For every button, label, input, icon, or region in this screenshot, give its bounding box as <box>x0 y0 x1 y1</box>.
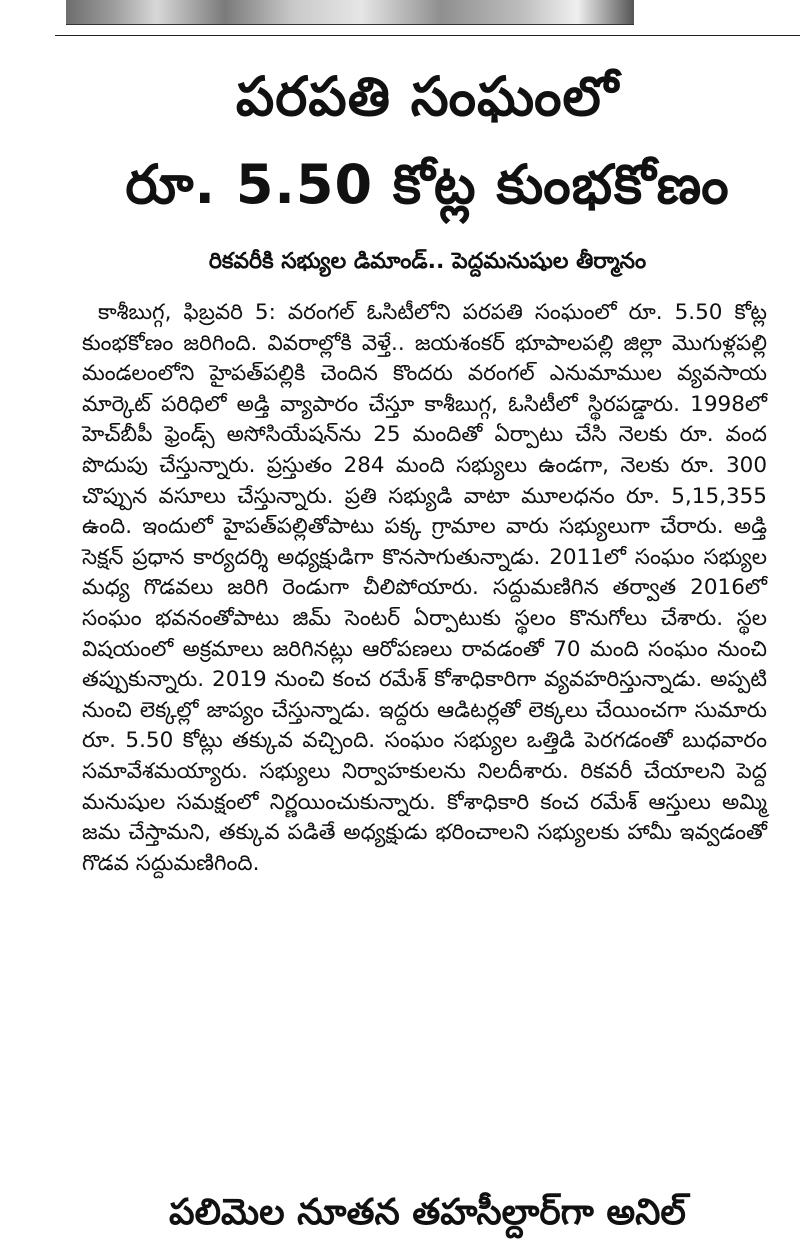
next-article-headline: పలిమెల నూతన తహసీల్దార్‌గా అనిల్ <box>169 1192 686 1233</box>
previous-article-photo <box>66 0 634 25</box>
headline-line-2: రూ. 5.50 కోట్ల కుంభకోణం <box>125 153 730 216</box>
column-divider <box>55 35 800 36</box>
article-body: కాశీబుగ్గ, ఫిబ్రవరి 5: వరంగల్ ఓసిటీలోని పరపతి సంఘంలో రూ. 5.50 కోట్ల కుంభకోణం జరిగింది. వివరాల్లోకి వెళ్తే.. జయశంకర్ భూపాలపల్లి జిల్లా మొగుళ్లపల్లి మండలంలోని హైపత్‌పల్లికి చెందిన కొందరు వరంగల్ ఎనుమాముల వ్యవసాయ మార్కెట్ పరిధిలో అడ్తి వ్యాపారం చేస్తూ కాశీబుగ్గ, ఓసిటీలో స్థిరపడ్డారు. 1998లో హెచ్‌బీపీ ఫ్రెండ్స్ అసోసియేషన్‌ను 25 మందితో ఏర్పాటు చేసి నెలకు రూ. వంద పొదుపు చేస్తున్నారు. ప్రస్తుతం 284 మంది సభ్యులు ఉండగా, నెలకు రూ. 300 చొప్పున వసూలు చేస్తున్నారు. ప్రతి సభ్యుడి వాటా మూలధనం రూ. 5,15,355 ఉంది. ఇందులో హైపత్‌పల్లితోపాటు పక్క గ్రామాల వారు సభ్యులుగా చేరారు. అడ్తి సెక్షన్ ప్రధాన కార్యదర్శి అధ్యక్షుడిగా కొనసాగుతున్నాడు. 2011లో సంఘం సభ్యుల మధ్య గొడవలు జరిగి రెండుగా చీలిపోయారు. సద్దుమణిగిన తర్వాత 2016లో సంఘం భవనంతోపాటు జిమ్ సెంటర్ ఏర్పాటుకు స్థలం కొనుగోలు చేశారు. స్థల విషయంలో అక్రమాలు జరిగినట్లు ఆరోపణలు రావడంతో 70 మంది సంఘం నుంచి తప్పుకున్నారు. 2019 నుంచి కంచ రమేశ్ కోశాధికారిగా వ్యవహరిస్తున్నాడు. అప్పటి నుంచి లెక్కల్లో జాప్యం చేస్తున్నాడు. ఇద్దరు ఆడిటర్లతో లెక్కలు చేయించగా సుమారు రూ. 5.50 కోట్లు తక్కువ వచ్చింది. సంఘం సభ్యుల ఒత్తిడి పెరగడంతో బుధవారం సమావేశమయ్యారు. సభ్యులు నిర్వాహకులను నిలదీశారు. రికవరీ చేయాలని పెద్ద మనుషుల సమక్షంలో నిర్ణయించుకున్నారు. కోశాధికారి కంచ రమేశ్ ఆస్తులు అమ్మి జమ చేస్తామని, తక్కువ పడితే అధ్యక్షుడు భరించాలని సభ్యులకు హామీ ఇవ్వడంతో గొడవ సద్దుమణిగింది. <box>82 300 767 876</box>
headline-line-1: పరపతి సంఘంలో <box>235 65 620 128</box>
subheadline: రికవరీకి సభ్యుల డిమాండ్.. పెద్దమనుషుల తీర్మానం <box>208 249 647 274</box>
